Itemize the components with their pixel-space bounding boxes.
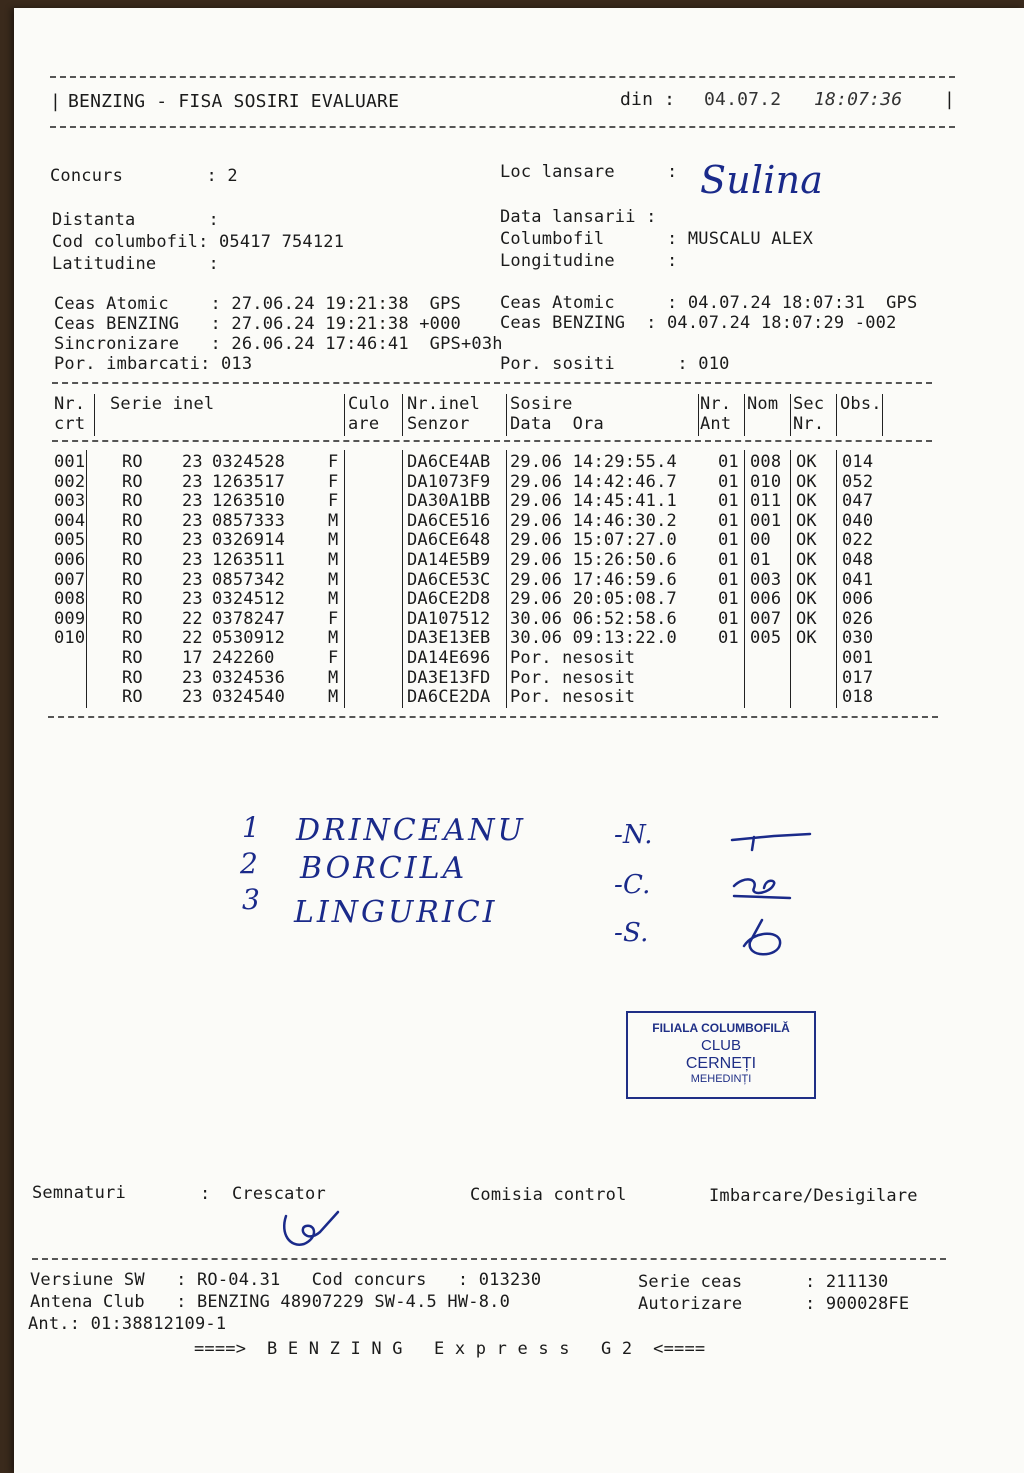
cell-sex: M [328,589,339,610]
cell-inel: 0324536 [212,667,286,688]
cell-inel: 0857342 [212,569,286,590]
table-header-rule [52,440,932,442]
cell-nr: 004 [54,510,86,531]
cell-sosire: 29.06 15:07:27.0 [510,530,677,551]
cell-obs: 017 [842,667,874,688]
cell-senzor: DA3E13EB [407,628,491,649]
footer-antena: Antena Club : BENZING 48907229 SW-4.5 HW-8.0 [30,1292,511,1312]
cell-sosire: 29.06 14:46:30.2 [510,510,677,531]
col-sep [882,394,883,436]
cell-senzor: DA107512 [407,608,491,629]
col-sep [698,394,699,436]
note-num-1: 1 [242,811,261,844]
cell-nr: 007 [54,569,86,590]
cell-ro: RO [122,491,143,512]
data-lansarii-field: Data lansarii : [500,207,657,227]
cell-obs: 014 [842,452,874,472]
cell-ant: 01 [718,589,739,610]
cell-an: 23 [182,491,203,512]
table-bottom-rule [48,716,938,718]
col-header-senzor: Nr.inel Senzor [407,394,481,434]
cell-inel: 0857333 [212,510,286,531]
cell-an: 23 [182,550,203,570]
col-header-culoare: Culo are [348,394,390,434]
cell-nr: 002 [54,471,86,492]
cell-obs: 040 [842,510,874,531]
col-header-nom: Nom [747,394,779,414]
col-sep [836,394,837,436]
cell-inel: 1263510 [212,491,286,512]
footer-rule [32,1258,946,1260]
cell-sosire: 29.06 14:42:46.7 [510,471,677,492]
comisia-control-label: Comisia control [470,1185,627,1205]
stamp-line-1: FILIALA COLUMBOFILĂ [652,1021,790,1035]
sincronizare: Sincronizare : 26.06.24 17:46:41 GPS+03h [54,334,503,354]
col-sep [86,450,87,708]
cell-an: 23 [182,510,203,531]
cell-nr: 008 [54,589,86,610]
cell-sosire: 29.06 14:29:55.4 [510,452,677,472]
note-name-1: DRINCEANU [296,813,526,848]
col-sep [836,450,837,708]
cell-inel: 1263511 [212,550,286,570]
cell-senzor: DA6CE516 [407,510,491,531]
cell-sec: OK [796,608,817,629]
cell-sex: M [328,687,339,708]
cell-senzor: DA6CE2D8 [407,589,491,610]
col-sep [790,394,791,436]
cell-ant: 01 [718,452,739,472]
footer-serie-ceas: Serie ceas : 211130 [638,1272,889,1292]
stamp-line-3: CERNEȚI [685,1055,757,1072]
cell-ant: 01 [718,628,739,649]
cell-an: 23 [182,589,203,610]
ceas-atomic-left: Ceas Atomic : 27.06.24 19:21:38 GPS [54,294,461,314]
col-header-serie: Serie inel [110,394,215,414]
cell-sex: F [328,471,339,492]
col-sep [506,450,507,708]
cell-obs: 022 [842,530,874,551]
ceas-atomic-right: Ceas Atomic : 04.07.24 18:07:31 GPS [500,293,918,313]
cell-sosire: 29.06 14:45:41.1 [510,491,677,512]
cell-senzor: DA30A1BB [407,491,491,512]
col-header-sosire: Sosire Data Ora [510,394,604,434]
cell-inel: 0324512 [212,589,286,610]
cell-ant: 01 [718,510,739,531]
cell-nr: 003 [54,491,86,512]
cell-nom: 011 [750,491,782,512]
cell-inel: 0326914 [212,530,286,551]
header-bar-right: | [944,89,956,110]
note-mark-2: -C. [614,870,651,900]
cell-an: 23 [182,667,203,688]
header-bar-left: | [50,91,62,112]
col-sep [402,394,403,436]
cell-an: 23 [182,687,203,708]
din-label: din : [620,89,676,110]
cell-senzor: DA6CE648 [407,530,491,551]
columbofil-field: Columbofil : MUSCALU ALEX [500,229,814,249]
cell-sosire: Por. nesosit [510,667,636,688]
cell-sosire: 29.06 15:26:50.6 [510,550,677,570]
cell-obs: 001 [842,648,874,668]
stamp-line-4: MEHEDINȚI [690,1073,752,1085]
col-sep [344,450,345,708]
cell-sec: OK [796,471,817,492]
col-sep [94,394,95,436]
longitudine-field: Longitudine : [500,251,678,271]
cell-ro: RO [122,628,143,649]
cell-sosire: 29.06 17:46:59.6 [510,569,677,590]
crescator-label: Crescator [232,1184,326,1204]
cell-ant: 01 [718,491,739,512]
cell-obs: 047 [842,491,874,512]
cell-nr: 009 [54,608,86,629]
cell-sosire: Por. nesosit [510,687,636,708]
footer-autorizare: Autorizare : 900028FE [638,1294,910,1314]
col-sep [402,450,403,708]
cell-sex: M [328,530,339,551]
cell-inel: 0324540 [212,687,286,708]
cell-sosire: 29.06 20:05:08.7 [510,589,677,610]
cell-nr: 005 [54,530,86,551]
cell-sex: F [328,648,339,668]
cell-ro: RO [122,530,143,551]
cell-an: 23 [182,471,203,492]
distanta-field: Distanta : [52,210,219,230]
imbarcare-label: Imbarcare/Desigilare [709,1186,918,1206]
cell-an: 22 [182,608,203,629]
concurs-field: Concurs : 2 [50,166,238,186]
note-num-3: 3 [242,883,261,916]
cell-an: 17 [182,648,203,668]
cell-ro: RO [122,550,143,570]
cell-sex: M [328,510,339,531]
cell-sex: M [328,628,339,649]
cell-nr: 006 [54,550,86,570]
cell-inel: 0324528 [212,452,286,472]
cell-sec: OK [796,550,817,570]
col-header-ant: Nr. Ant [700,394,732,434]
cell-sex: M [328,550,339,570]
col-sep [744,450,745,708]
cell-inel: 0378247 [212,608,286,629]
col-sep [344,394,345,436]
loc-lansare-field: Loc lansare : [500,162,678,182]
footer-versiune: Versiune SW : RO-04.31 Cod concurs : 013230 [30,1270,542,1290]
cell-obs: 018 [842,687,874,708]
cell-an: 23 [182,452,203,472]
cell-sex: F [328,452,339,472]
cell-nr: 001 [54,452,86,472]
cell-ro: RO [122,569,143,590]
din-date: 04.07.2 [704,89,782,110]
cell-senzor: DA14E696 [407,648,491,668]
cell-inel: 1263517 [212,471,286,492]
cell-senzor: DA6CE53C [407,569,491,590]
cell-nom: 008 [750,452,782,472]
ceas-benzing-right: Ceas BENZING : 04.07.24 18:07:29 -002 [500,313,897,333]
cell-ro: RO [122,687,143,708]
cell-obs: 048 [842,550,874,570]
header-top-rule [50,76,955,78]
cell-ant: 01 [718,530,739,551]
cell-sex: F [328,608,339,629]
note-name-2: BORCILA [300,851,468,886]
din-time: 18:07:36 [814,89,903,110]
cell-nr: 010 [54,628,86,649]
note-mark-1: -N. [614,820,653,850]
club-stamp [626,1011,816,1099]
cell-ro: RO [122,589,143,610]
cell-obs: 030 [842,628,874,649]
table-top-rule [52,382,932,384]
cell-ant: 01 [718,471,739,492]
loc-lansare-handwritten: Sulina [700,158,824,202]
semnaturi-label: Semnaturi [32,1183,126,1203]
cell-obs: 052 [842,471,874,492]
col-header-obs: Obs. [840,394,882,414]
cell-senzor: DA6CE4AB [407,452,491,472]
cell-nom: 01 [750,550,771,570]
cell-an: 23 [182,530,203,551]
footer-ant: Ant.: 01:38812109-1 [28,1314,227,1334]
cell-ant: 01 [718,550,739,570]
cell-sec: OK [796,491,817,512]
cell-obs: 006 [842,589,874,610]
note-name-3: LINGURICI [294,895,498,930]
cell-nom: 007 [750,608,782,629]
cell-sec: OK [796,589,817,610]
cell-ro: RO [122,608,143,629]
cell-sosire: 30.06 09:13:22.0 [510,628,677,649]
cell-sosire: Por. nesosit [510,648,636,668]
cell-sex: M [328,667,339,688]
cell-sec: OK [796,628,817,649]
col-header-nr: Nr. crt [54,394,86,434]
cell-sec: OK [796,569,817,590]
cell-obs: 041 [842,569,874,590]
footer-brand: ====> B E N Z I N G E x p r e s s G 2 <==== [194,1339,706,1359]
cell-ro: RO [122,648,143,668]
cell-sec: OK [796,510,817,531]
stamp-line-2: CLUB [700,1037,741,1054]
note-num-2: 2 [240,847,259,880]
cell-an: 23 [182,569,203,590]
cell-an: 22 [182,628,203,649]
por-sositi: Por. sositi : 010 [500,354,730,374]
cell-nom: 005 [750,628,782,649]
cell-ant: 01 [718,608,739,629]
col-header-sec: Sec Nr. [793,394,825,434]
cell-inel: 242260 [212,648,275,668]
col-sep [744,394,745,436]
cell-ro: RO [122,452,143,472]
cod-columbofil-field: Cod columbofil: 05417 754121 [52,232,345,252]
latitudine-field: Latitudine : [52,254,219,274]
printout-sheet [14,8,1024,1473]
cell-nom: 001 [750,510,782,531]
cell-ro: RO [122,667,143,688]
note-mark-3: -S. [614,918,649,948]
cell-senzor: DA6CE2DA [407,687,491,708]
cell-sec: OK [796,452,817,472]
cell-nom: 006 [750,589,782,610]
cell-sex: F [328,491,339,512]
cell-sosire: 30.06 06:52:58.6 [510,608,677,629]
cell-ro: RO [122,510,143,531]
cell-senzor: DA14E5B9 [407,550,491,570]
cell-senzor: DA3E13FD [407,667,491,688]
cell-sec: OK [796,530,817,551]
handwritten-initials [714,818,824,968]
cell-inel: 0530912 [212,628,286,649]
ceas-benzing-left: Ceas BENZING : 27.06.24 19:21:38 +000 [54,314,461,334]
cell-senzor: DA1073F9 [407,471,491,492]
page-title: BENZING - FISA SOSIRI EVALUARE [68,91,400,112]
cell-nom: 00 [750,530,771,551]
cell-nom: 010 [750,471,782,492]
cell-ant: 01 [718,569,739,590]
cell-obs: 026 [842,608,874,629]
crescator-signature [276,1204,346,1254]
cell-ro: RO [122,471,143,492]
col-sep [506,394,507,436]
por-imbarcati: Por. imbarcati: 013 [54,354,253,374]
cell-nom: 003 [750,569,782,590]
cell-sex: M [328,569,339,590]
semnaturi-colon: : [200,1184,211,1204]
header-bottom-rule [50,126,955,128]
col-sep [790,450,791,708]
